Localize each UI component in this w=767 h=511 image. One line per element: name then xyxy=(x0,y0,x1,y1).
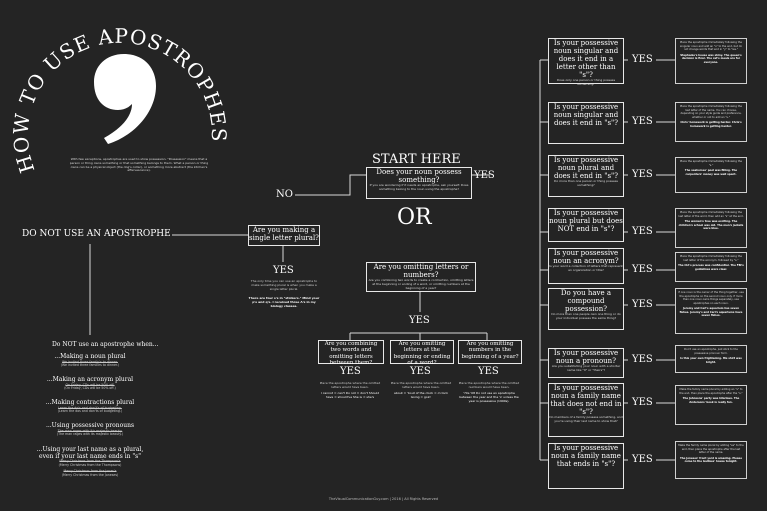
apostrophe-icon xyxy=(92,52,162,147)
do-not-item-wrong: We invited three family's to dinner. xyxy=(62,359,118,364)
do-not-extra-right: (Merry Christmas from the Joneses) xyxy=(61,472,119,477)
right-question-desc: Is your word a collection of letters that represent an organization or title? xyxy=(549,264,623,272)
result-examples: The Johnsons' party was hilarious. The Andersons' book is really fun. xyxy=(682,397,740,404)
right-question: Is your possessive noun plural and does it end in "s"? xyxy=(553,156,619,181)
do-not-item-title: ...Using possessive pronouns xyxy=(45,422,135,429)
right-question: Is your possessive noun a family name that does not end in "s"? xyxy=(550,384,622,417)
do-not-use-heading: DO NOT USE AN APOSTROPHE xyxy=(22,229,171,239)
right-question: Is your possessive noun singular and does it end in "s"? xyxy=(553,103,619,128)
right-question-desc: Do more than one person or thing possess something? xyxy=(554,179,618,187)
result-examples: The women's tree was exciting. The children's school was old. The men's jackets were blue. xyxy=(678,220,744,230)
do-not-item-wrong: Learn the do's and don't's of budgeting. xyxy=(58,405,122,410)
right-yes-label: YES xyxy=(632,116,653,127)
result-rule: Make the family name plural by adding "es" to the end, then place the apostrophe after the last letter of the name. xyxy=(678,444,744,454)
or-label: OR xyxy=(397,205,432,230)
right-question-box xyxy=(548,102,624,144)
result-box xyxy=(675,38,747,84)
result-box xyxy=(675,385,747,425)
possess-desc: If you are wondering if it needs an apostrophe, ask yourself: Does something belong to the noun using the apostrophe? xyxy=(369,183,469,191)
result-examples: The seahorses' pool was filling. The carpenters' money was well spent. xyxy=(684,169,738,176)
single-letter-question: Are you making a single letter plural? xyxy=(249,226,319,243)
omit-branch-box xyxy=(458,340,522,364)
result-rule: Make the family name plural by adding an "s" to the end, then place the apostrophe after the "s." xyxy=(679,388,743,395)
right-question-box xyxy=(548,348,624,378)
omit-question: Are you omitting letters or numbers? xyxy=(373,263,469,280)
result-box xyxy=(675,157,747,193)
result-rule: Place the apostrophe immediately following the last letter of the acronym, followed by "s." xyxy=(679,255,743,262)
right-question-desc: Does only one person or thing possess something? xyxy=(556,78,616,86)
result-box xyxy=(675,441,747,479)
do-not-item xyxy=(40,354,140,368)
right-question: Is your possessive noun singular and does it end in a letter other than "s"? xyxy=(553,39,619,80)
right-yes-label: YES xyxy=(632,169,653,180)
result-box xyxy=(675,288,747,334)
do-not-item xyxy=(30,447,150,477)
omit-branch-yes: YES xyxy=(340,366,361,377)
right-question-box xyxy=(548,155,624,197)
do-not-item-title: ...Making a noun plural xyxy=(54,353,126,360)
result-rule: Place the apostrophe immediately following the "s." xyxy=(679,160,743,167)
do-not-item xyxy=(40,377,140,391)
result-examples: Is this your own frightening. His shirt was bright. xyxy=(680,357,742,364)
right-question: Is your possessive noun a family name that ends in "s"? xyxy=(551,444,621,469)
single-letter-examples: There are four s's in "stickers." Mind your p's and q's. I received three A's in my biology classes. xyxy=(248,296,320,308)
do-not-item-wrong: Merry Christmas from the Thompson's xyxy=(59,459,121,464)
result-examples: Chris' homework is getting harder. Chris's homework is getting harder. xyxy=(680,121,742,128)
result-box xyxy=(675,102,747,142)
do-not-item-right: (The man rages with its majestic beauty.) xyxy=(56,432,124,437)
right-question-box xyxy=(548,38,624,84)
result-examples: Jeremy and Carl's aquarium has seven fishes. Jeremy's and Carl's aquariums have seven fishes. xyxy=(679,307,743,317)
result-examples: The CIA's process was confidential. The FBI's guidelines were clear. xyxy=(678,264,744,271)
single-letter-question-box xyxy=(248,225,320,246)
possess-yes-label: YES xyxy=(474,170,495,181)
do-not-item xyxy=(40,400,140,414)
right-yes-label: YES xyxy=(632,264,653,275)
do-not-item-title: ...Making contractions plural xyxy=(45,399,135,406)
right-yes-label: YES xyxy=(632,299,653,310)
result-box xyxy=(675,252,747,282)
omit-branch-examples: '70s '08 Do not use an apostrophe between the year and the 's' unless the year is possessive (1990s). xyxy=(459,391,519,403)
result-rule: If one noun is the owner of the thing together, use the apostrophe on the second noun only. If more than one noun owns things separately, use apostrophes on each noun. xyxy=(678,291,744,305)
start-here-label: START HERE xyxy=(372,152,461,167)
result-box xyxy=(675,345,747,373)
omit-branch-question: Are you omitting numbers in the beginning of a year? xyxy=(461,341,519,360)
single-letter-desc: The only time you can use an apostrophe to make something plural is when you make a single letter plural. xyxy=(250,279,318,291)
result-rule: Don't use an apostrophe, just stick to the possessive pronoun form. xyxy=(684,348,738,355)
right-question: Is your possessive noun an acronym? xyxy=(553,249,619,266)
do-not-item-right: (On Friday, CDs will be 50% off.) xyxy=(64,386,116,391)
possess-question: Does your noun possess something? xyxy=(376,168,462,185)
do-not-item-right: (Learn the dos and don'ts of budgeting.) xyxy=(57,409,123,414)
single-letter-yes-label: YES xyxy=(273,265,294,276)
omit-branch-yes: YES xyxy=(410,366,431,377)
omit-branch-desc: Place the apostrophe where the omitted letters would have been. xyxy=(319,381,381,389)
result-box xyxy=(675,208,747,248)
result-examples: Stephanie's house was shiny. The queen's decision is final. The cat's meals are for everyone. xyxy=(680,53,742,64)
right-question: Is your possessive noun a pronoun? xyxy=(553,349,619,366)
right-question-box xyxy=(548,248,624,284)
result-examples: The Joneses' front yard is amazing. Please come to the Gallises' house tonight. xyxy=(680,456,742,463)
omit-branch-desc: Place the apostrophe where the omitted letters would have been. xyxy=(390,381,452,389)
right-question: Do you have a compound possession? xyxy=(560,289,612,314)
omit-branch-desc: Place the apostrophe where the omitted numbers would have been. xyxy=(458,381,520,389)
omit-branch-examples: I cannot = can't Do not = don't Should have = should've She is = she's xyxy=(320,391,380,399)
do-not-item xyxy=(40,423,140,437)
omit-yes-label: YES xyxy=(409,315,430,326)
right-question-desc: Do more than one people own one thing or do your individual possess the same thing? xyxy=(551,312,621,320)
right-yes-label: YES xyxy=(632,54,653,65)
omit-desc: Are you combining two words to create a contraction, omitting letters at the beginning or ending of a word, or omitting numbers at the beginning of a year? xyxy=(368,278,474,290)
right-question-desc: Are you substituting your noun with a shorter name like "it" or "theirs"? xyxy=(551,364,621,372)
do-not-item-title: ...Making an acronym plural xyxy=(46,376,134,383)
right-question-desc: Do members of a family possess something, and you're using their last name to show that? xyxy=(549,415,623,423)
right-yes-label: YES xyxy=(632,226,653,237)
right-yes-label: YES xyxy=(632,454,653,465)
result-rule: Place the apostrophe immediately following the last letter of the word, then add an "s" at the end. xyxy=(678,211,744,218)
intro-text: With few exceptions, apostrophes are used to show possession. "Possession" means that a person or thing owns something or that something belongs to them. What a person or thing owns can be a physical object (the dog's collar), or something more abstract (the kitchen's effervescence). xyxy=(69,157,209,173)
omit-branch-yes: YES xyxy=(478,366,499,377)
result-rule: Place the apostrophe immediately following the last letter of the name. You can choose, depending on your style guide and preference, whether or not to add an "s." xyxy=(679,105,743,119)
do-not-when-heading: Do NOT use an apostrophe when... xyxy=(52,341,159,348)
omit-branch-question: Are you combining two words and omitting letters between them? xyxy=(324,341,378,366)
do-not-item-wrong: On Friday, CDs will be 50% off. xyxy=(65,382,115,387)
right-question: Is your possessive noun plural but does NOT end in "s"? xyxy=(549,209,623,234)
right-yes-label: YES xyxy=(632,354,653,365)
do-not-extra-wrong: Merry Christmas from the Jones's xyxy=(63,469,117,474)
right-question-box xyxy=(548,208,624,242)
footer-credit: TheVisualCommunicationGuy.com | 2016 | All Rights Reserved xyxy=(328,497,439,501)
do-not-item-wrong: The man rages with it's majestic beauty. xyxy=(57,428,123,433)
do-not-item-right: (We invited three families to dinner.) xyxy=(60,363,120,368)
do-not-item-right: (Merry Christmas from the Thompsons) xyxy=(58,462,122,467)
omit-branch-box xyxy=(390,340,454,364)
result-rule: Place the apostrophe immediately following the singular noun and add an "s" to the end, but do not change words that end in "y" to "ies." xyxy=(679,41,743,51)
right-yes-label: YES xyxy=(632,397,653,408)
no-label: NO xyxy=(276,189,293,200)
possess-question-box xyxy=(366,167,472,199)
omit-branch-examples: about = 'bout of the clock = o'clock Going = goin' xyxy=(394,391,448,399)
do-not-item-title: ...Using your last name as a plural, even if your last name ends in "s" xyxy=(36,446,144,460)
right-question-box xyxy=(548,383,624,437)
omit-branch-question: Are you omitting letters at the beginning or ending of a word? xyxy=(393,341,451,366)
right-question-box xyxy=(548,288,624,330)
right-question-box xyxy=(548,443,624,489)
page-title: HOW TO USE APOSTROPHES xyxy=(8,23,232,176)
omit-question-box xyxy=(366,262,476,292)
omit-branch-box xyxy=(318,340,384,364)
